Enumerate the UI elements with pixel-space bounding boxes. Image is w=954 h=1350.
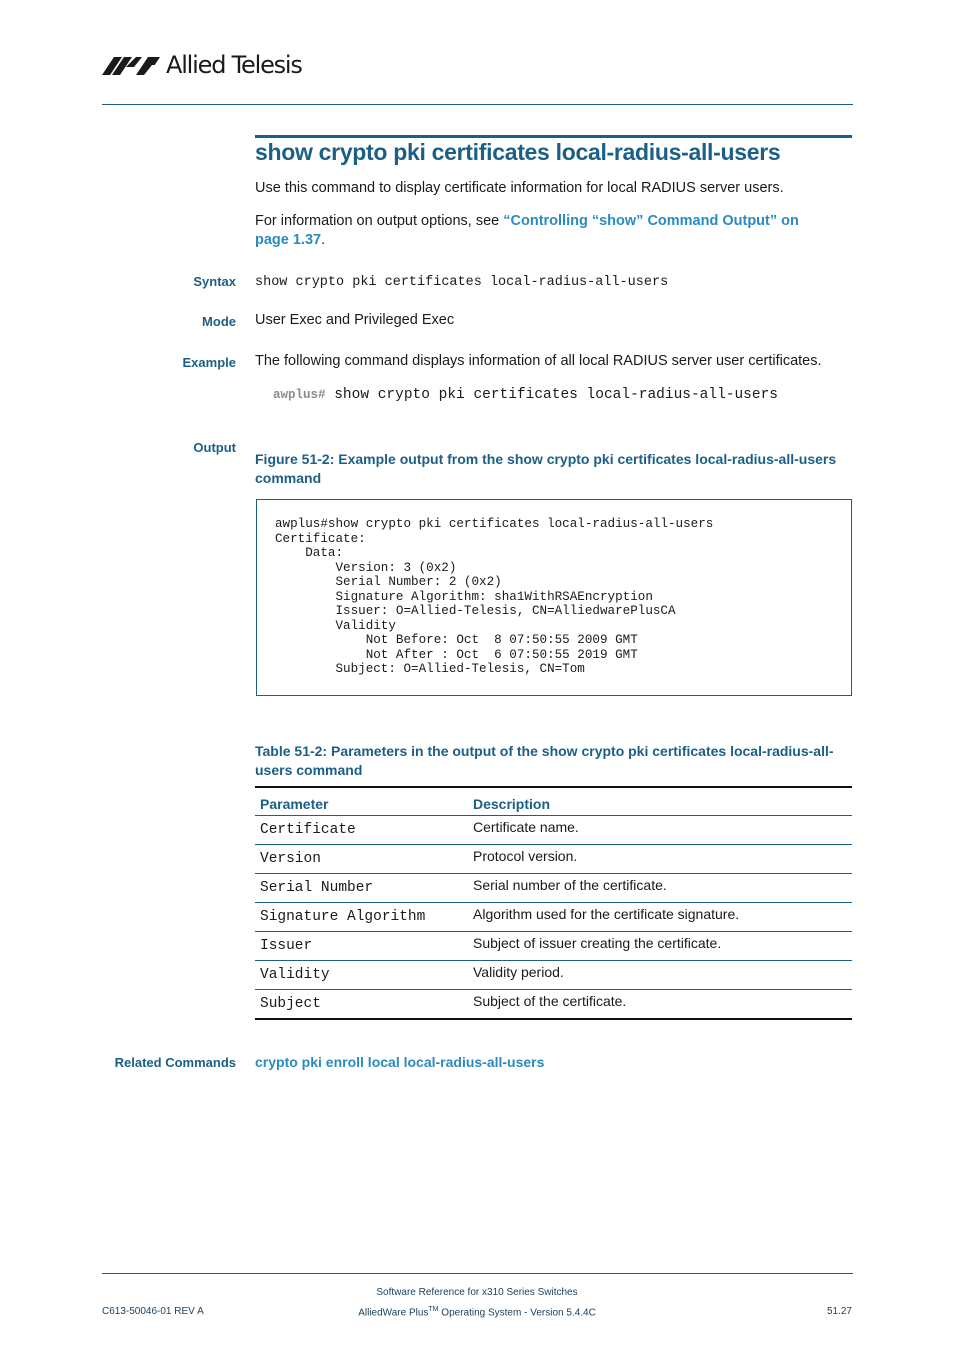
row-description: Serial number of the certificate. (468, 874, 852, 903)
syntax-command: show crypto pki certificates local-radius-all-users (255, 275, 669, 290)
table-row (255, 874, 852, 903)
output-code: awplus#show crypto pki certificates local-radius-all-users Certificate: Data: Version: 3 (0x2) Serial Number: 2 (0x2) Signature Algorithm: sha1WithRSAEncryption Issuer: O=Allied-Telesis, CN=AlliedwarePlusCA Validity Not Before: Oct 8 07:50:55 2009 GMT Not After : Oct 6 07:50:55 2019 GMT Subject: O=Allied-Telesis, CN=Tom (275, 517, 714, 676)
logo-text: Allied Telesis (166, 51, 302, 79)
info-paragraph (255, 212, 830, 250)
table-row (255, 903, 852, 932)
table-row (255, 961, 852, 990)
mode-text: User Exec and Privileged Exec (255, 312, 455, 328)
table-row (255, 816, 852, 845)
page-number: 51.27 (826, 1306, 852, 1317)
example-command: show crypto pki certificates local-radius-all-users (334, 387, 778, 403)
mode-label: Mode (202, 314, 236, 329)
footer-doc-id: C613-50046-01 REV A (102, 1306, 204, 1317)
footer-title: Software Reference for x310 Series Switches (376, 1287, 578, 1298)
info-prefix: For information on output options, see (255, 213, 504, 229)
row-parameter: Serial Number (255, 874, 468, 903)
example-prompt: awplus# (273, 388, 326, 402)
related-command-link[interactable]: crypto pki enroll local local-radius-all-users (255, 1054, 545, 1070)
info-suffix: . (321, 232, 326, 248)
row-description: Protocol version. (468, 845, 852, 874)
footer-os-suffix: Operating System - Version 5.4.4C (438, 1307, 596, 1319)
allied-telesis-logo (102, 50, 302, 80)
row-description: Validity period. (468, 961, 852, 990)
row-parameter: Signature Algorithm (255, 903, 468, 932)
row-parameter: Version (255, 845, 468, 874)
header-rule (102, 104, 853, 105)
footer-tm: TM (428, 1306, 439, 1313)
output-label: Output (193, 440, 236, 455)
table-row (255, 845, 852, 874)
page-title: show crypto pki certificates local-radius-all-users (255, 139, 781, 165)
row-description: Certificate name. (468, 816, 852, 845)
row-description: Subject of issuer creating the certificate. (468, 932, 852, 961)
table-row (255, 932, 852, 961)
title-rule (255, 135, 852, 138)
footer-os-prefix: AlliedWare Plus (358, 1307, 429, 1319)
example-label: Example (182, 355, 236, 370)
header-description: Description (468, 788, 852, 816)
table-header-row (255, 788, 852, 816)
logo-mark-icon (102, 54, 162, 76)
row-description: Subject of the certificate. (473, 993, 627, 1009)
example-text: The following command displays information of all local RADIUS server user certificates. (255, 353, 822, 369)
example-command-line (273, 387, 778, 403)
row-parameter: Validity (255, 961, 468, 990)
parameters-table-wrapper (255, 786, 852, 1020)
figure-title: Figure 51-2: Example output from the show crypto pki certificates local-radius-all-users command (255, 451, 837, 486)
row-parameter: Subject (260, 996, 321, 1012)
table-title: Table 51-2: Parameters in the output of the show crypto pki certificates local-radius-all-users command (255, 743, 834, 778)
related-commands-label: Related Commands (114, 1055, 236, 1070)
output-code-box (256, 499, 852, 696)
row-parameter: Certificate (255, 816, 468, 845)
table-row (255, 990, 852, 1019)
header-parameter: Parameter (255, 788, 468, 816)
row-parameter: Issuer (255, 932, 468, 961)
parameters-table (255, 788, 852, 1018)
output-options-link[interactable]: “Controlling “show” Command Output” on page 1.37 (255, 213, 799, 248)
syntax-label: Syntax (193, 274, 236, 289)
intro-text: Use this command to display certificate information for local RADIUS server users. (255, 180, 784, 196)
footer-rule (102, 1273, 853, 1274)
row-description: Algorithm used for the certificate signature. (468, 903, 852, 932)
